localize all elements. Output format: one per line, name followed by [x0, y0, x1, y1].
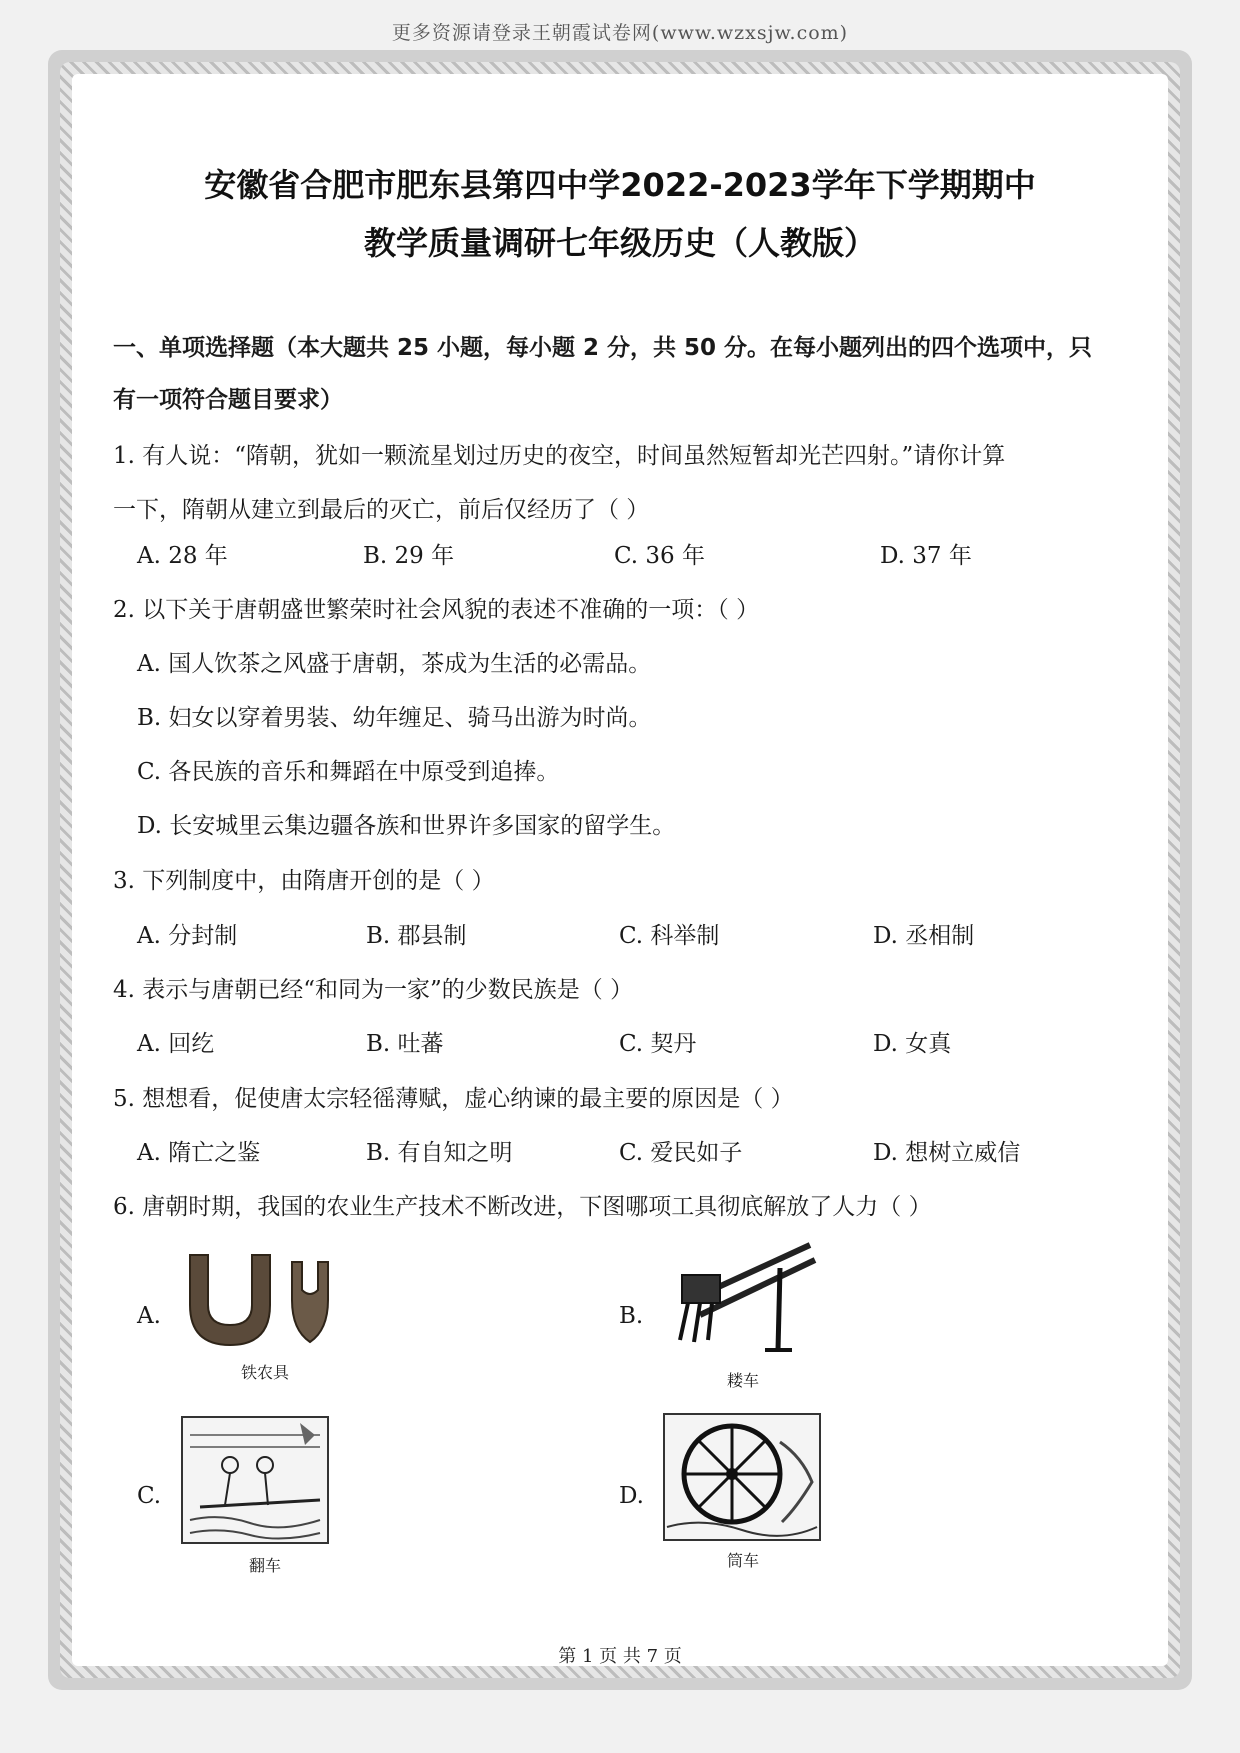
- q3-option-c: C. 科举制: [619, 923, 720, 949]
- q1-option-b: B. 29 年: [363, 543, 455, 569]
- square-pallet-chain-pump-icon: [180, 1415, 330, 1545]
- q6-option-c-letter: C.: [137, 1483, 162, 1509]
- q1-option-c: C. 36 年: [614, 543, 705, 569]
- q6-option-d-caption: 筒车: [726, 1551, 759, 1570]
- exam-title-line1: 安徽省合肥市肥东县第四中学2022-2023学年下学期期中: [204, 166, 1036, 204]
- q5-option-b: B. 有自知之明: [366, 1140, 513, 1166]
- iron-tools-icon: [180, 1250, 350, 1350]
- q4-option-a: A. 回纥: [137, 1031, 215, 1057]
- q6-stem: 6. 唐朝时期，我国的农业生产技术不断改进，下图哪项工具彻底解放了人力（ ）: [113, 1194, 932, 1220]
- q1-option-d: D. 37 年: [880, 543, 972, 569]
- q5-option-d: D. 想树立威信: [873, 1140, 1021, 1166]
- q4-option-c: C. 契丹: [619, 1031, 697, 1057]
- q4-stem: 4. 表示与唐朝已经“和同为一家”的少数民族是（ ）: [113, 977, 634, 1003]
- q2-option-d: D. 长安城里云集边疆各族和世界许多国家的留学生。: [137, 813, 676, 839]
- q1-stem-line1: 1. 有人说：“隋朝，犹如一颗流星划过历史的夜空，时间虽然短暂却光芒四射。”请你计算: [113, 443, 1006, 469]
- q6-option-b-caption: 耧车: [726, 1371, 759, 1390]
- q6-option-a-caption: 铁农具: [240, 1363, 289, 1382]
- q3-option-a: A. 分封制: [137, 923, 238, 949]
- page-footer: 第 1 页 共 7 页: [558, 1646, 682, 1667]
- q1-stem-line2: 一下，隋朝从建立到最后的灭亡，前后仅经历了（ ）: [113, 497, 650, 523]
- q5-stem: 5. 想想看，促使唐太宗轻徭薄赋，虚心纳谏的最主要的原因是（ ）: [113, 1086, 794, 1112]
- q2-option-a: A. 国人饮茶之风盛于唐朝，茶成为生活的必需品。: [137, 651, 652, 677]
- q5-option-a: A. 隋亡之鉴: [137, 1140, 261, 1166]
- q1-option-a: A. 28 年: [137, 543, 228, 569]
- q6-option-d-letter: D.: [619, 1483, 644, 1509]
- q6-option-b-letter: B.: [619, 1303, 644, 1329]
- q4-option-d: D. 女真: [873, 1031, 952, 1057]
- q2-option-c: C. 各民族的音乐和舞蹈在中原受到追捧。: [137, 759, 560, 785]
- watermark: 更多资源请登录王朝霞试卷网(www.wzxsjw.com): [391, 22, 849, 44]
- q2-option-b: B. 妇女以穿着男装、幼年缠足、骑马出游为时尚。: [137, 705, 652, 731]
- section-heading-line1: 一、单项选择题（本大题共 25 小题，每小题 2 分，共 50 分。在每小题列出的四个选项中，只: [113, 335, 1093, 361]
- q3-stem: 3. 下列制度中，由隋唐开创的是（ ）: [113, 868, 495, 894]
- seed-drill-icon: [660, 1240, 820, 1355]
- q3-option-b: B. 郡县制: [366, 923, 467, 949]
- q2-stem: 2. 以下关于唐朝盛世繁荣时社会风貌的表述不准确的一项：（ ）: [113, 597, 760, 623]
- water-wheel-icon: [662, 1412, 822, 1542]
- q6-option-a-letter: A.: [137, 1303, 161, 1329]
- exam-title-line2: 教学质量调研七年级历史（人教版）: [363, 224, 876, 262]
- section-heading-line2: 有一项符合题目要求）: [113, 387, 343, 413]
- q4-option-b: B. 吐蕃: [366, 1031, 444, 1057]
- q3-option-d: D. 丞相制: [873, 923, 975, 949]
- q6-option-c-caption: 翻车: [248, 1556, 281, 1575]
- q5-option-c: C. 爱民如子: [619, 1140, 743, 1166]
